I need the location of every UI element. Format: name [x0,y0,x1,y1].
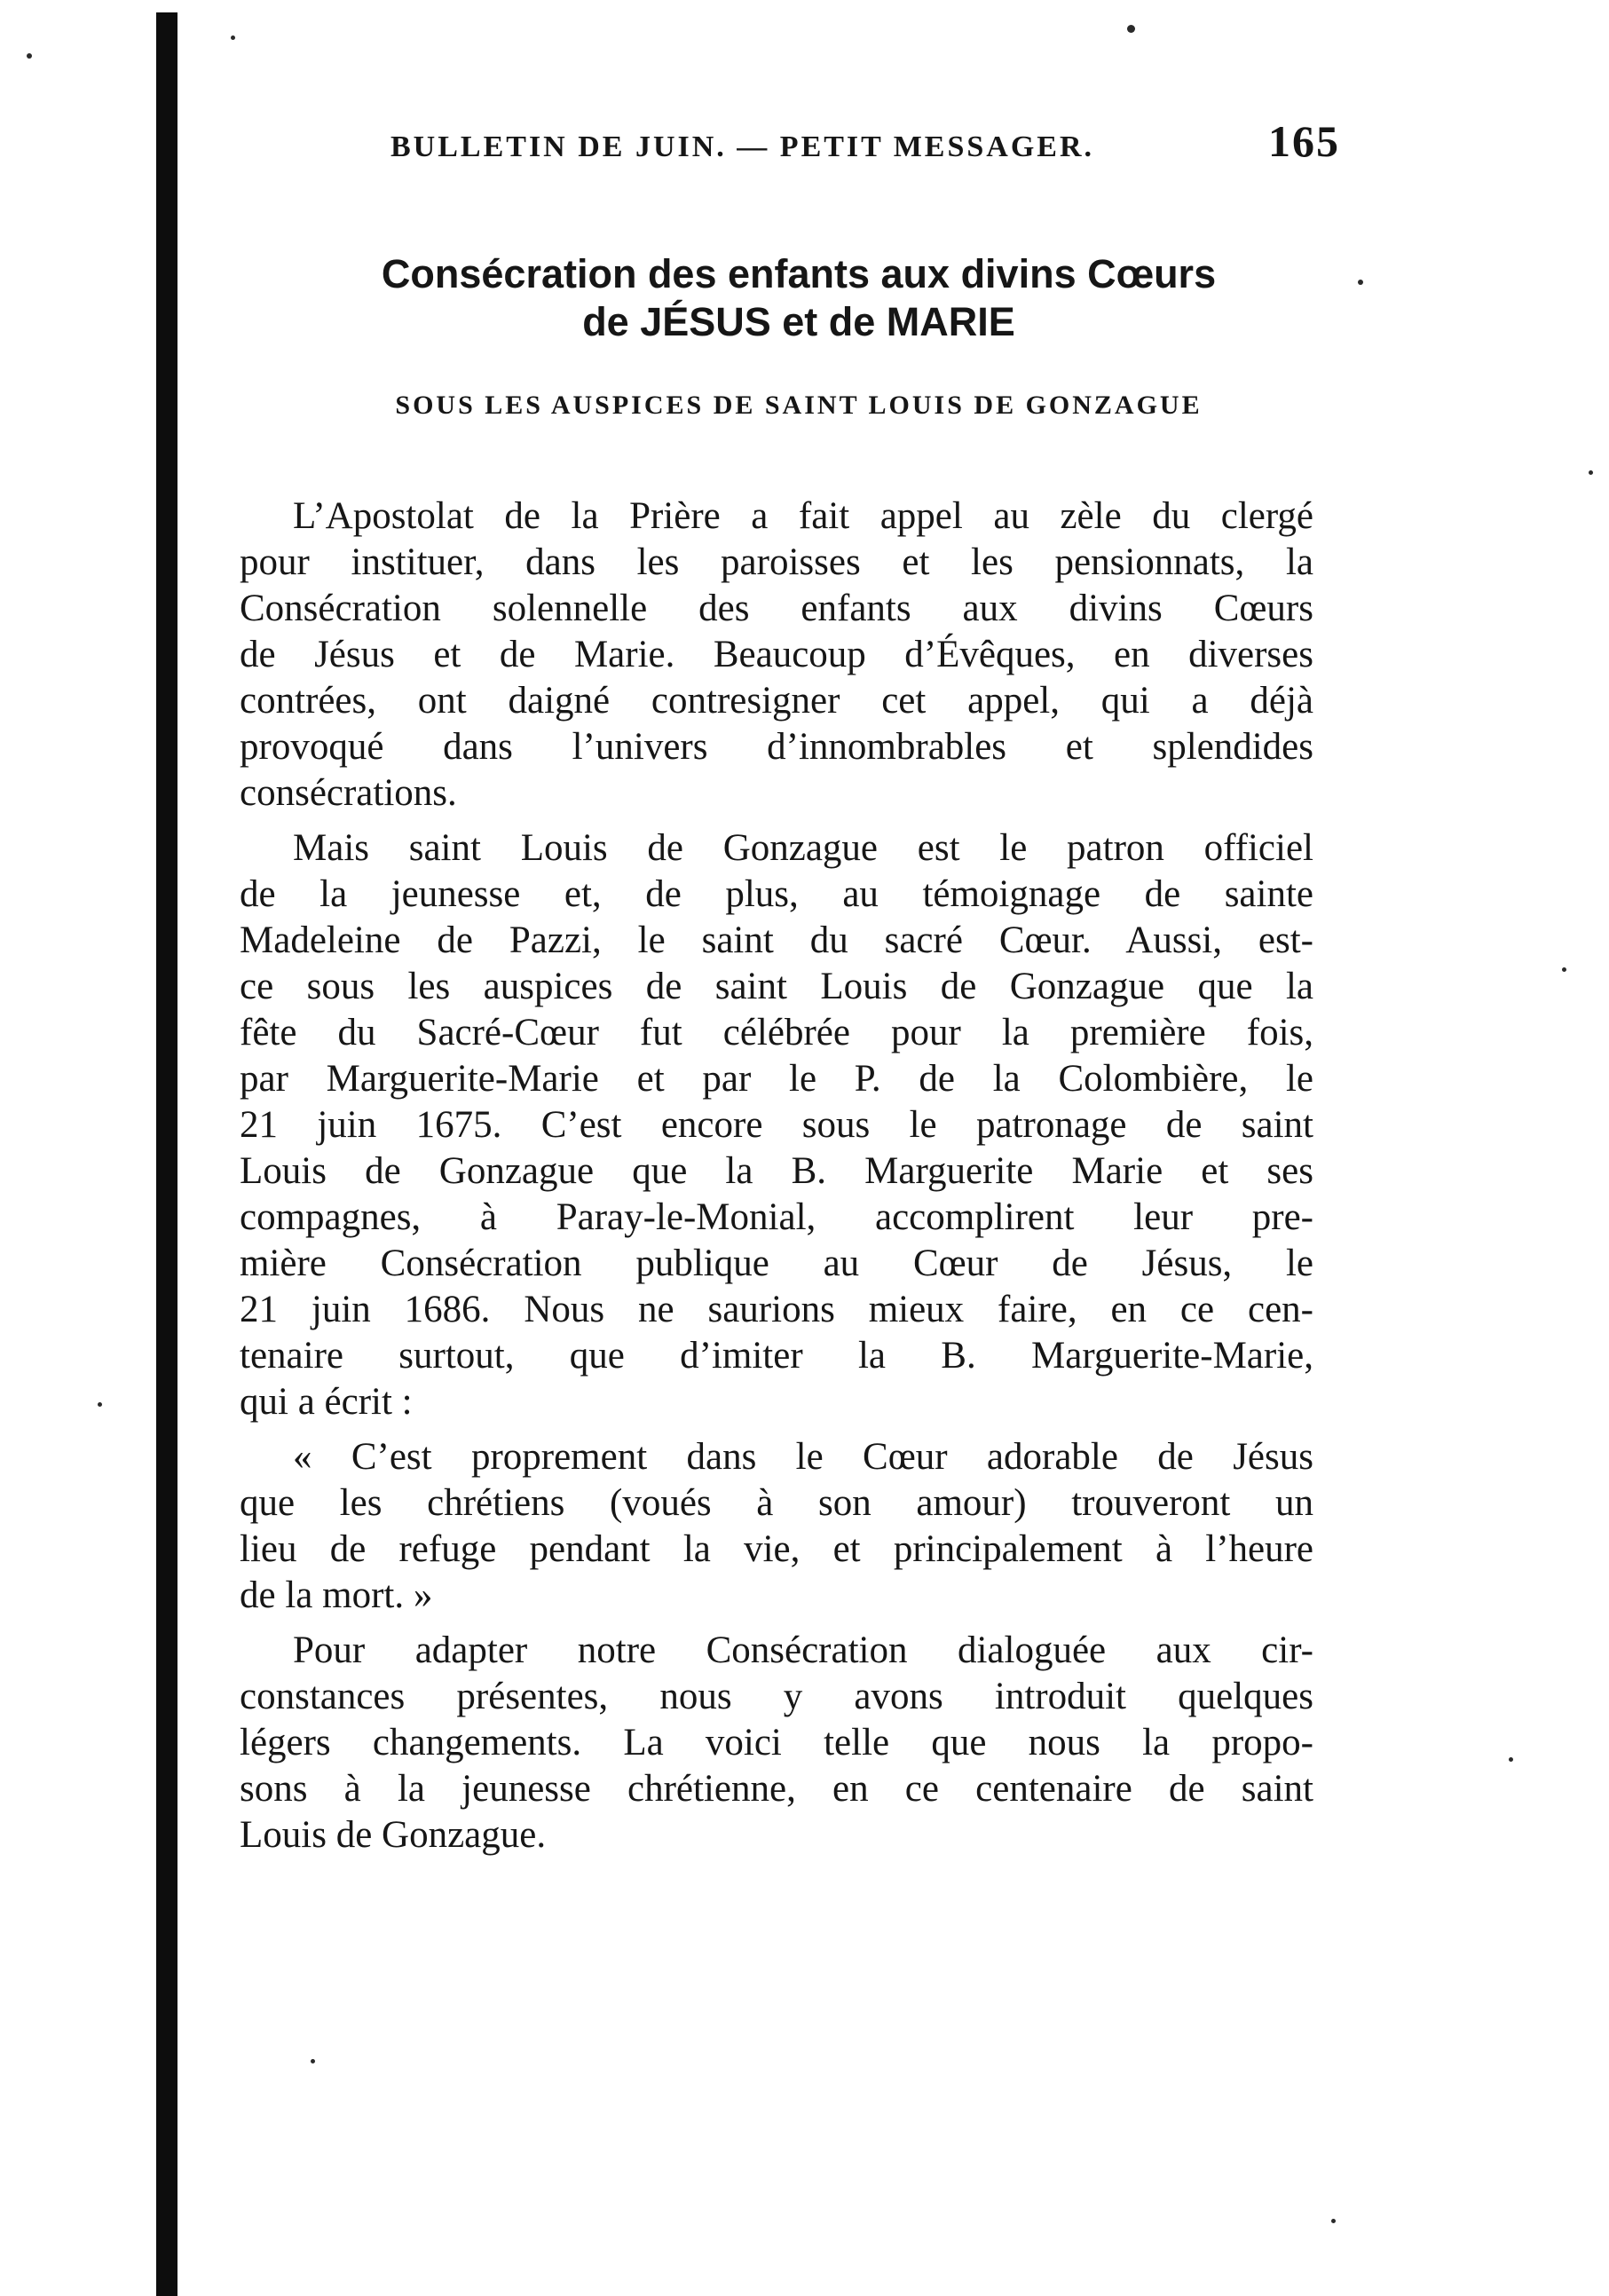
text-line: Louis de Gonzague. [240,1814,547,1856]
text-line: que les chrétiens (voués à son amour) trouveront un [240,1482,1313,1524]
page-number: 165 [1268,116,1340,166]
article-title [248,250,1349,346]
text-line: sons à la jeunesse chrétienne, en ce centenaire de saint [240,1768,1313,1810]
text-line: constances présentes, nous y avons introduit quelques [240,1676,1313,1717]
text-line: L’Apostolat de la Prière a fait appel au zèle du clergé [293,495,1313,537]
binding-edge [156,12,177,2296]
text-line: fête du Sacré-Cœur fut célébrée pour la première fois, [240,1012,1313,1053]
scan-speck [1562,967,1566,972]
scan-speck [1589,470,1593,475]
paragraph [240,825,1313,1425]
scan-speck [1358,280,1363,285]
paragraph-gap [240,817,1313,825]
text-line: Mais saint Louis de Gonzague est le patron officiel [293,827,1313,869]
paragraph-gap [240,1619,1313,1628]
text-line: ce sous les auspices de saint Louis de Gonzague que la [240,966,1313,1007]
text-line: compagnes, à Paray-le-Monial, accomplirent leur pre- [240,1196,1313,1238]
text-line: pour instituer, dans les paroisses et les pensionnats, la [240,541,1313,583]
text-line: Madeleine de Pazzi, le saint du sacré Cœur. Aussi, est- [240,919,1313,961]
text-line: qui a écrit : [240,1381,413,1423]
text-line: « C’est proprement dans le Cœur adorable de Jésus [293,1436,1313,1478]
paragraph-gap [240,1425,1313,1434]
text-line: légers changements. La voici telle que nous la propo- [240,1722,1313,1763]
text-line: tenaire surtout, que d’imiter la B. Marguerite-Marie, [240,1335,1313,1377]
paragraph [240,1434,1313,1619]
text-line: 21 juin 1686. Nous ne saurions mieux faire, en ce cen- [240,1289,1313,1330]
text-line: de la mort. » [240,1574,433,1616]
scan-speck [231,36,235,40]
text-line: 21 juin 1675. C’est encore sous le patronage de saint [240,1104,1313,1146]
article-title-line-1: Consécration des enfants aux divins Cœurs [381,251,1217,296]
scan-speck [1127,25,1135,33]
text-line: mière Consécration publique au Cœur de Jésus, le [240,1243,1313,1284]
article-title-line-2: de JÉSUS et de MARIE [582,299,1015,344]
text-line: consécrations. [240,772,457,814]
text-line: provoqué dans l’univers d’innombrables et splendides [240,726,1313,768]
text-line: lieu de refuge pendant la vie, et principalement à l’heure [240,1528,1313,1570]
article-subtitle: SOUS LES AUSPICES DE SAINT LOUIS DE GONZAGUE [395,391,1203,420]
running-head-title: BULLETIN DE JUIN. — PETIT MESSAGER. [390,130,1095,163]
paragraph [240,1628,1313,1858]
text-line: contrées, ont daigné contresigner cet appel, qui a déjà [240,680,1313,722]
text-line: de Jésus et de Marie. Beaucoup d’Évêques, en diverses [240,634,1313,675]
text-line: Pour adapter notre Consécration dialoguée aux cir- [293,1629,1313,1671]
text-line: de la jeunesse et, de plus, au témoignage de sainte [240,873,1313,915]
text-line: Consécration solennelle des enfants aux divins Cœurs [240,588,1313,629]
scan-speck [27,53,32,59]
scan-speck [1509,1757,1513,1762]
scan-speck [311,2059,315,2063]
running-head [390,115,1340,178]
text-line: par Marguerite-Marie et par le P. de la Colombière, le [240,1058,1313,1100]
scan-speck [1331,2219,1336,2223]
paragraph [240,493,1313,817]
text-line: Louis de Gonzague que la B. Marguerite Marie et ses [240,1150,1313,1192]
article-body [240,493,1313,1858]
scan-speck [98,1402,102,1407]
